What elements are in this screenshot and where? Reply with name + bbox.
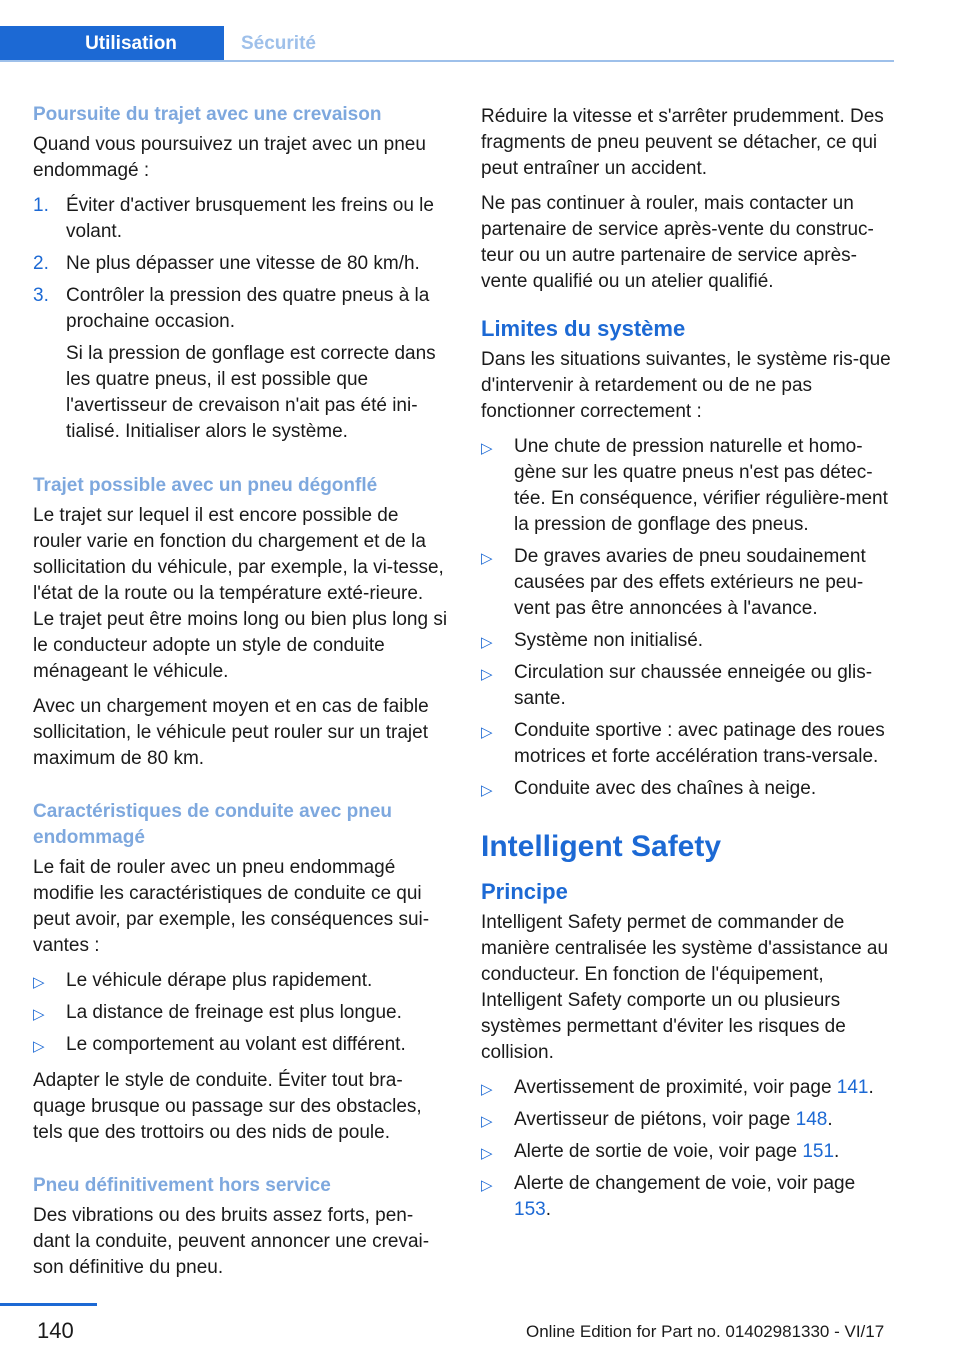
triangle-bullet-icon: ▷	[481, 1145, 493, 1162]
tab-utilisation[interactable]: Utilisation	[0, 26, 224, 61]
list-item: ▷ Conduite avec des chaînes à neige.	[481, 776, 896, 802]
list-item	[33, 251, 448, 277]
page-number: 140	[37, 1318, 74, 1343]
triangle-bullet-icon: ▷	[33, 974, 45, 991]
subheading-caracteristiques: Caractéristiques de conduite avec pneu endommagé	[33, 801, 393, 848]
step-number: 3.	[33, 285, 49, 306]
list-item: ▷ Conduite sportive : avec patinage des roues motrices et forte accélération trans-versale.	[481, 720, 885, 767]
triangle-bullet-icon: ▷	[481, 1081, 493, 1098]
subheading-hors-service: Pneu définitivement hors service	[33, 1175, 331, 1196]
paragraph: Intelligent Safety permet de commander de manière centralisée les système d'assistance au conducteur. En fonction de l'équipement, Intelligent Safety comporte un ou plusieurs systèmes permettant d'éviter les risques de collision.	[481, 912, 889, 1063]
step-note: Si la pression de gonflage est correcte dans les quatre pneus, il est possible que l'avertisseur de crevaison n'ait pas été ini-tialisé. Initialiser alors le système.	[66, 343, 436, 442]
tab-securite[interactable]: Sécurité	[241, 33, 316, 54]
numbered-list	[33, 193, 448, 445]
triangle-bullet-icon: ▷	[481, 440, 493, 457]
triangle-bullet-icon: ▷	[481, 724, 493, 741]
section-tabs	[0, 0, 894, 62]
tab-divider	[0, 60, 894, 62]
step-text: Éviter d'activer brusquement les freins ou le volant.	[66, 195, 434, 242]
triangle-bullet-icon: ▷	[481, 666, 493, 683]
list-item	[33, 193, 448, 245]
paragraph: Le trajet sur lequel il est encore possible de rouler varie en fonction du chargement et de la sollicitation du véhicule, par exemple, la vi-tesse, l'état de la route ou la température exté-rieure. Le trajet peut être moins long ou bien plus long si le conducteur adopte un style de conduite ménageant le véhicule.	[33, 505, 448, 682]
list-item: ▷ Une chute de pression naturelle et homo-gène sur les quatre pneus n'est pas détec-tée. En conséquence, vérifier régulière-ment la pression de gonflage des pneus.	[481, 436, 888, 535]
triangle-bullet-icon: ▷	[481, 550, 493, 567]
step-number: 1.	[33, 195, 49, 216]
list-item: ▷ Système non initialisé.	[481, 628, 896, 654]
heading-limites: Limites du système	[481, 316, 686, 341]
subheading-trajet-possible: Trajet possible avec un pneu dégonflé	[33, 475, 378, 496]
subheading-crevaison: Poursuite du trajet avec une crevaison	[33, 104, 382, 125]
list-item	[33, 283, 448, 445]
paragraph: Réduire la vitesse et s'arrêter prudemment. Des fragments de pneu peuvent se détacher, ce qui peut entraîner un accident.	[481, 106, 884, 179]
triangle-bullet-icon: ▷	[33, 1038, 45, 1055]
triangle-bullet-icon: ▷	[481, 634, 493, 651]
step-text: Ne plus dépasser une vitesse de 80 km/h.	[66, 253, 420, 274]
bullet-list	[481, 434, 896, 802]
paragraph: Le fait de rouler avec un pneu endommagé modifie les caractéristiques de conduite ce qui peut avoir, par exemple, les conséquences sui-vantes :	[33, 857, 430, 956]
paragraph: Ne pas continuer à rouler, mais contacter un partenaire de service après-vente du construc-teur ou un autre partenaire de service après-vente qualifié ou un atelier qualifié.	[481, 193, 874, 292]
left-column	[33, 102, 448, 1290]
triangle-bullet-icon: ▷	[481, 782, 493, 799]
list-item: ▷ Le véhicule dérape plus rapidement.	[33, 968, 448, 994]
paragraph: Des vibrations ou des bruits assez forts, pen-dant la conduite, peuvent annoncer une crevai-son définitive du pneu.	[33, 1205, 430, 1278]
step-number: 2.	[33, 253, 49, 274]
list-item: ▷ Alerte de changement de voie, voir page 153.	[481, 1173, 856, 1220]
footer-rule	[0, 1303, 97, 1306]
heading-intelligent-safety: Intelligent Safety	[481, 830, 722, 863]
triangle-bullet-icon: ▷	[33, 1006, 45, 1023]
step-text: Contrôler la pression des quatre pneus à la prochaine occasion.	[66, 285, 430, 332]
list-item: ▷ Le comportement au volant est différent.	[33, 1032, 448, 1058]
list-item: ▷ Avertissement de proximité, voir page 141.	[481, 1075, 896, 1101]
paragraph: Quand vous poursuivez un trajet avec un pneu endommagé :	[33, 134, 426, 181]
page-link[interactable]: 151	[802, 1141, 835, 1162]
page-link[interactable]: 148	[795, 1109, 828, 1130]
bullet-list	[481, 1075, 896, 1223]
list-item: ▷ Alerte de sortie de voie, voir page 151.	[481, 1139, 896, 1165]
right-column	[481, 104, 896, 1233]
list-item: ▷ De graves avaries de pneu soudainement causées par des effets extérieurs ne peu-vent pas être annoncées à l'avance.	[481, 546, 866, 619]
paragraph: Dans les situations suivantes, le système ris-que d'intervenir à retardement ou de ne pas fonctionner correctement :	[481, 349, 891, 422]
triangle-bullet-icon: ▷	[481, 1113, 493, 1130]
page-link[interactable]: 141	[836, 1077, 869, 1098]
page-link[interactable]: 153	[514, 1199, 546, 1220]
paragraph: Adapter le style de conduite. Éviter tout bra-quage brusque ou passage sur des obstacles, tels que des trottoirs ou des nids de poule.	[33, 1070, 422, 1143]
edition-note: Online Edition for Part no. 01402981330 - VI/17	[526, 1322, 885, 1341]
list-item: ▷ La distance de freinage est plus longue.	[33, 1000, 448, 1026]
bullet-list	[33, 968, 448, 1058]
triangle-bullet-icon: ▷	[481, 1177, 493, 1194]
list-item: ▷ Circulation sur chaussée enneigée ou glis-sante.	[481, 662, 873, 709]
paragraph: Avec un chargement moyen et en cas de faible sollicitation, le véhicule peut rouler sur un trajet maximum de 80 km.	[33, 696, 429, 769]
list-item: ▷ Avertisseur de piétons, voir page 148.	[481, 1107, 896, 1133]
heading-principe: Principe	[481, 879, 568, 904]
